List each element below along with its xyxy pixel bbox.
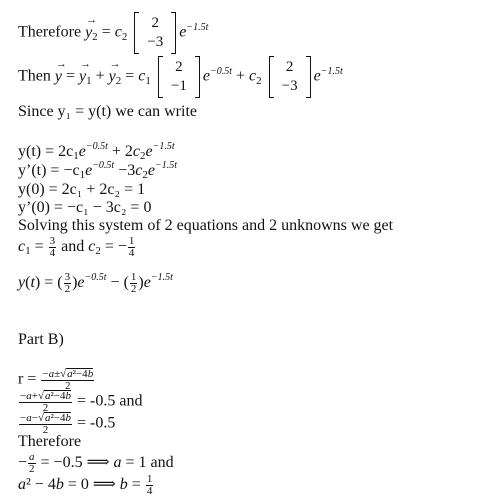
text-solving: Solving this system of 2 equations and 2 unknowns we get xyxy=(18,217,394,234)
equation-yt: $y(t) = 2c_1e^{-0.5t} + 2c_2e^{-1.5t}$ xyxy=(18,141,175,162)
text-therefore-2: Therefore xyxy=(18,433,82,450)
equation-yp0: y’(0) = −c₁ − 3c₂ = 0 xyxy=(18,199,152,216)
equation-ypt: y’(t) = $-c_1e^{-0.5t} -3c_2e^{-1.5t}$ xyxy=(18,160,177,181)
equation-final-yt: y(t) = ( $\frac{3}{2}$ )$e^{-0.5t}$ − ( $\frac{1}{2}$ )$e^{-1.5t}$ xyxy=(18,271,173,295)
equation-r: r = $\frac{\text{−a±√a²−4b}}{2}$ xyxy=(18,368,94,392)
equation-constants: $c_1$ = $\frac{3}{4}$ and $c_2$ = − $\frac{1}{4}$ xyxy=(18,235,135,259)
text-therefore: Therefore xyxy=(18,23,82,41)
equation-a: − $\frac{a}{2}$ = −0.5 ⟹ a = 1 and xyxy=(18,451,174,475)
text-since: Since y₁ = y(t) we can write xyxy=(18,103,197,120)
matrix-v2-repeat: 2 −3 xyxy=(269,56,311,98)
text-then: Then xyxy=(18,67,51,85)
heading-part-b: Part B) xyxy=(18,331,64,348)
equation-y2: Therefore → $y_2 = c_2$ 2 −3 $e^{-1.5t}$ xyxy=(18,12,208,54)
equation-general-solution: Then → y = → $y_1$ + → $y_2 = c_1$ 2 −1 $e^{-0.5t} + c_2$ 2 −3 $e^{-1.5t}$ xyxy=(18,56,343,98)
equation-b: a² − 4b = 0 ⟹ b = $\frac{1}{4}$ xyxy=(18,473,153,497)
matrix-v1: 2 −1 xyxy=(158,56,200,98)
equation-root-plus: $\frac{\text{−a+√a²−4b}}{2}$ = -0.5 and xyxy=(20,390,143,414)
equation-root-minus: $\frac{\text{−a−√a²−4b}}{2}$ = -0.5 xyxy=(20,412,116,436)
matrix-v2: 2 −3 xyxy=(134,12,176,54)
equation-y0: y(0) = 2c₁ + 2c₂ = 1 xyxy=(18,181,146,198)
